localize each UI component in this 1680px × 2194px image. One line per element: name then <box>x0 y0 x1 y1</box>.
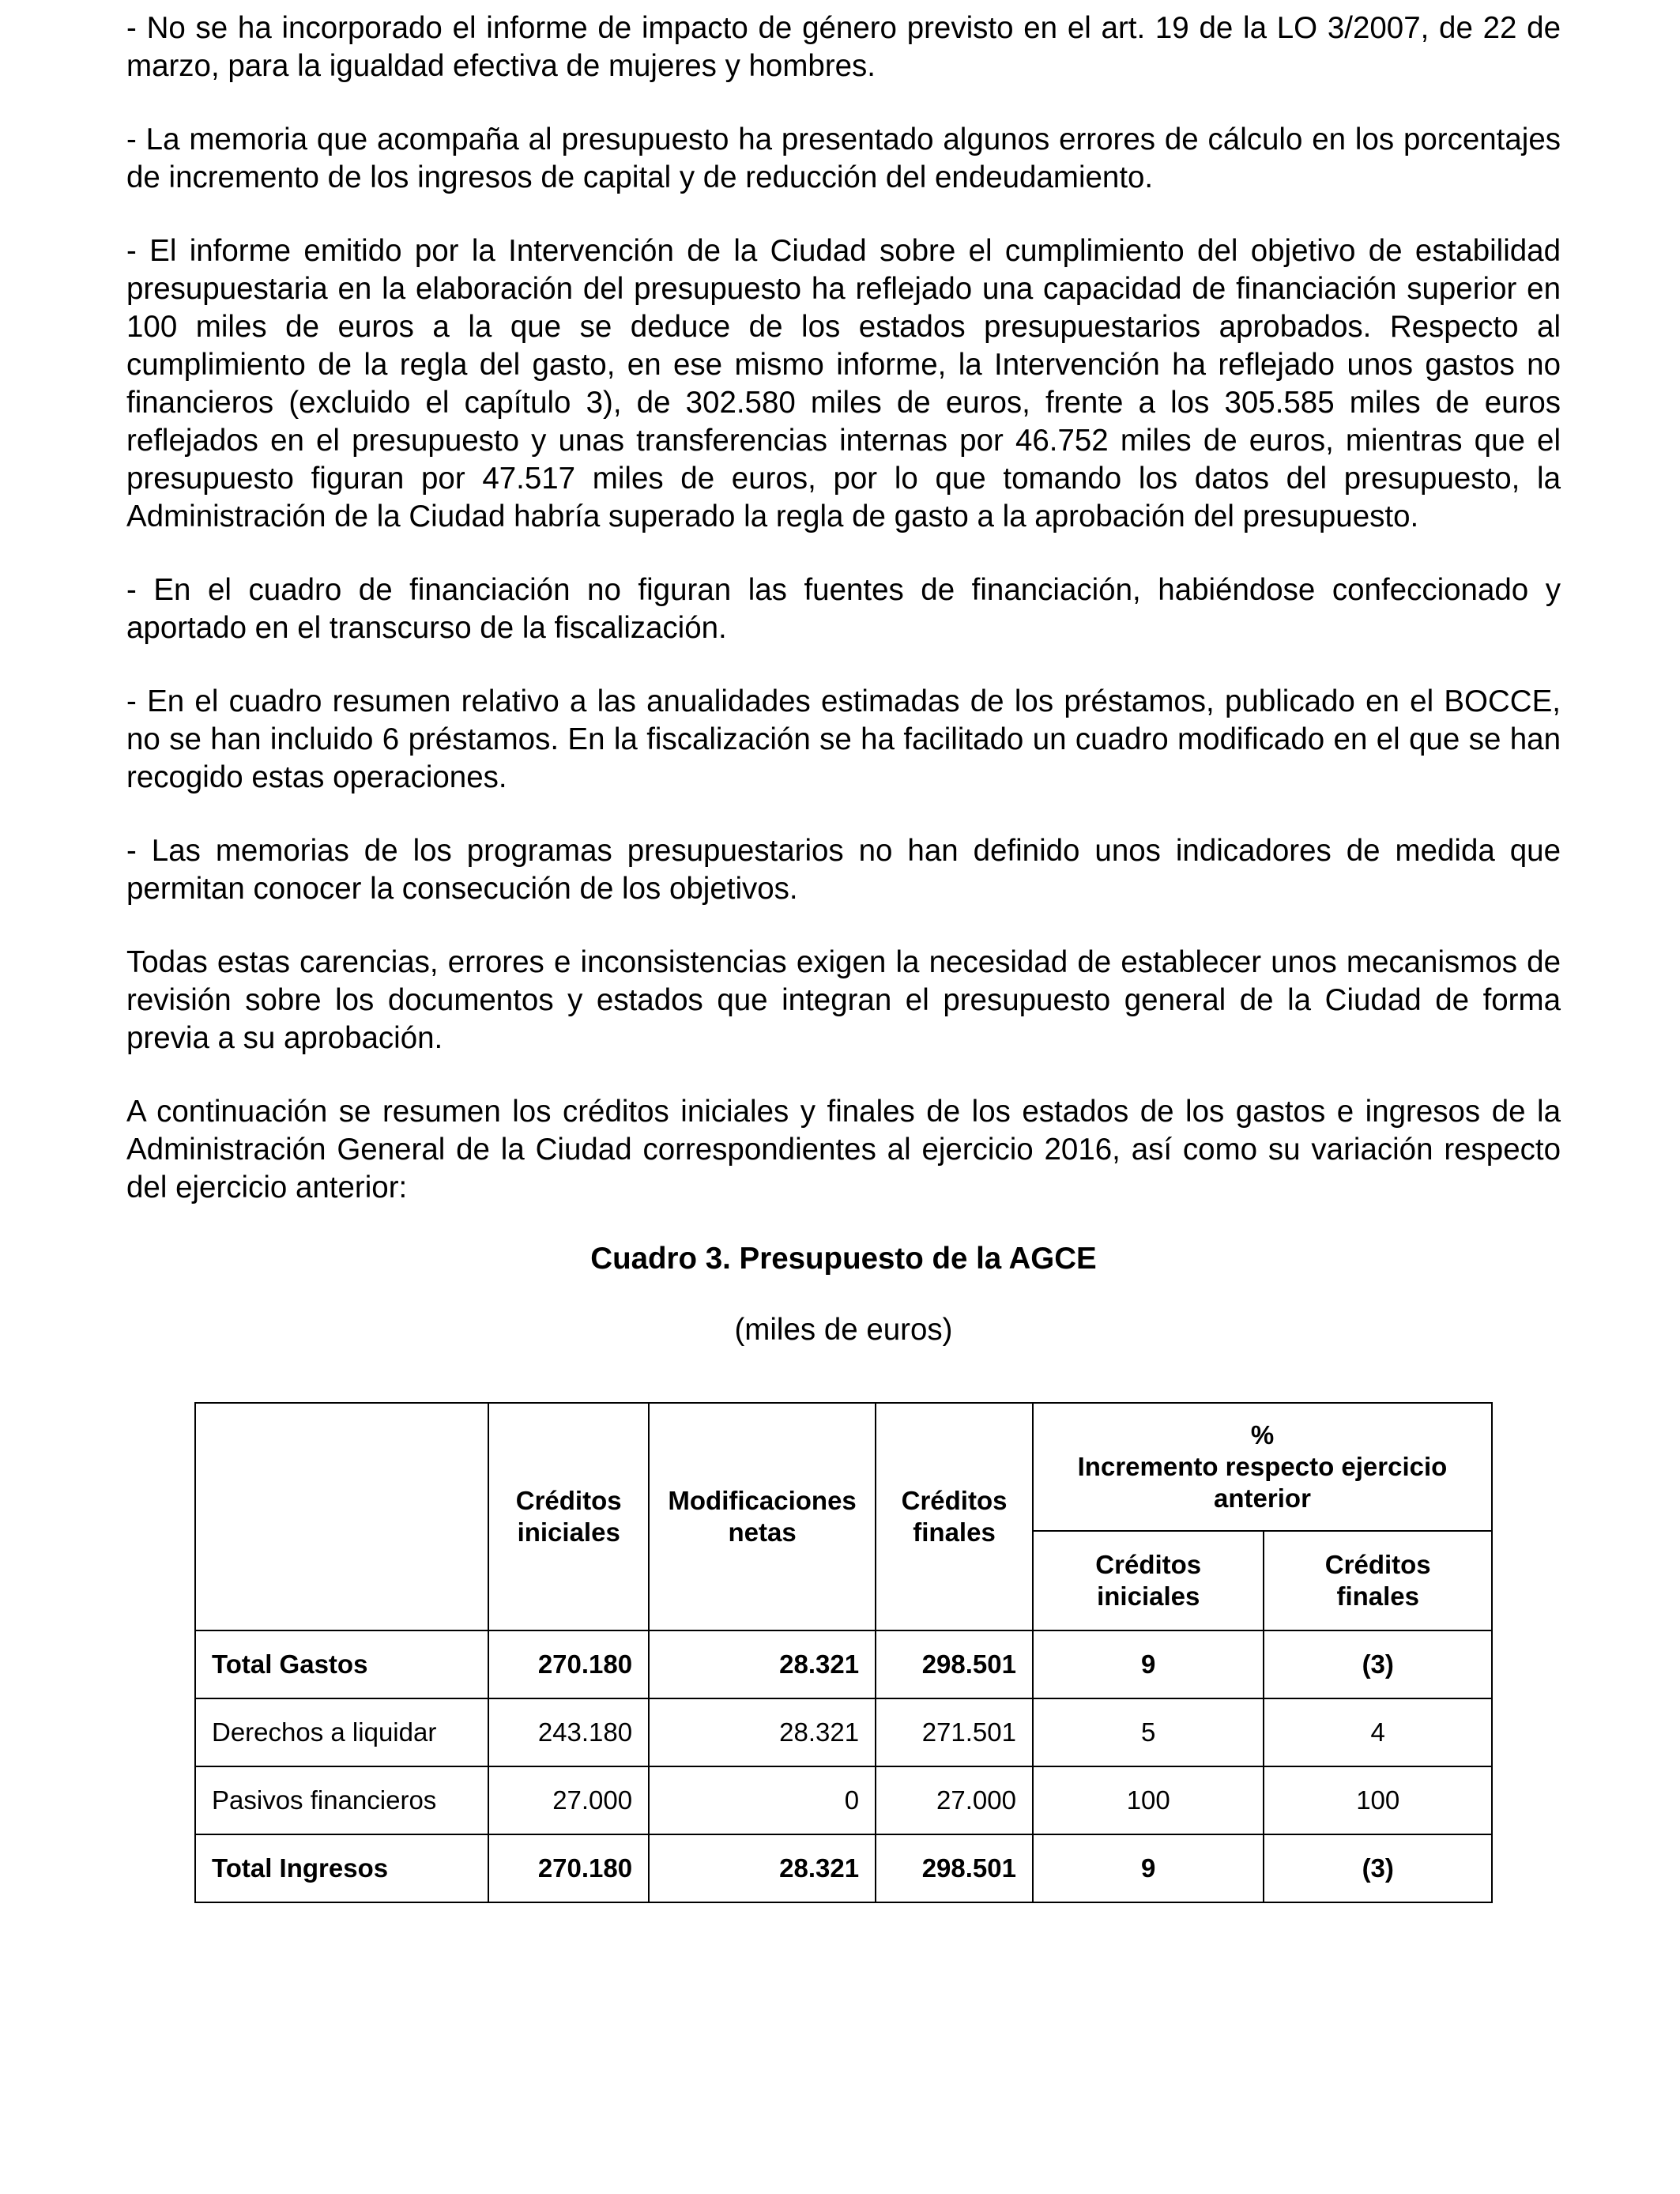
table-row-total-ingresos <box>195 1834 1492 1902</box>
header-creditos-finales: Créditos finales <box>876 1403 1033 1630</box>
header-pct-symbol: % <box>1250 1420 1275 1449</box>
paragraph-memoria-errors: - La memoria que acompaña al presupuesto ha presentado algunos errores de cálculo en los porcentajes de incremento de los ingresos de capital y de reducción del endeudamiento. <box>126 123 1561 194</box>
cell-modificaciones-netas: 0 <box>649 1766 876 1834</box>
cell-creditos-iniciales: 27.000 <box>488 1766 649 1834</box>
cell-modificaciones-netas: 28.321 <box>649 1834 876 1902</box>
header-modificaciones-netas: Modificaciones netas <box>649 1403 876 1630</box>
paragraph-intro-table: A continuación se resumen los créditos iniciales y finales de los estados de los gastos e ingresos de la Administración General de la Ciudad correspondientes al ejercicio 2016, así como su variación respecto del ejercicio anterior: <box>126 1095 1561 1204</box>
cell-pct-creditos-iniciales: 9 <box>1033 1630 1264 1698</box>
table-row-pasivos-financieros <box>195 1766 1492 1834</box>
paragraph-gender-report: - No se ha incorporado el informe de impacto de género previsto en el art. 19 de la LO 3/2007, de 22 de marzo, para la igualdad efectiva de mujeres y hombres. <box>126 11 1561 83</box>
paragraph-program-indicators: - Las memorias de los programas presupuestarios no han definido unos indicadores de medida que permitan conocer la consecución de los objetivos. <box>126 834 1561 906</box>
table-units: (miles de euros) <box>734 1313 953 1347</box>
paragraph-financing-table: - En el cuadro de financiación no figuran las fuentes de financiación, habiéndose confeccionado y aportado en el transcurso de la fiscalización. <box>126 573 1561 645</box>
table-row-derechos-liquidar <box>195 1698 1492 1766</box>
cell-pct-creditos-iniciales: 100 <box>1033 1766 1264 1834</box>
cell-pct-creditos-finales: (3) <box>1264 1834 1492 1902</box>
cell-pct-creditos-iniciales: 9 <box>1033 1834 1264 1902</box>
cell-pct-creditos-finales: 100 <box>1264 1766 1492 1834</box>
row-label: Total Ingresos <box>195 1834 488 1902</box>
table-header-row <box>195 1403 1492 1531</box>
row-label: Pasivos financieros <box>195 1766 488 1834</box>
cell-pct-creditos-iniciales: 5 <box>1033 1698 1264 1766</box>
row-label: Derechos a liquidar <box>195 1698 488 1766</box>
header-pct-group <box>1033 1403 1492 1531</box>
cell-creditos-iniciales: 270.180 <box>488 1834 649 1902</box>
cell-creditos-finales: 298.501 <box>876 1630 1033 1698</box>
cell-creditos-iniciales: 243.180 <box>488 1698 649 1766</box>
header-pct-label: Incremento respecto ejercicio anterior <box>1077 1452 1448 1513</box>
paragraph-stability-report: - El informe emitido por la Intervención de la Ciudad sobre el cumplimiento del objetivo de estabilidad presupuestaria en la elaboración del presupuesto ha reflejado una capacidad de financiación superior en 100 miles de euros a la que se deduce de los estados presupuestarios aprobados. Respecto al cumplimiento de la regla del gasto, en ese mismo informe, la Intervención ha reflejado unos gastos no financieros (excluido el capítulo 3), de 302.580 miles de euros, frente a los 305.585 miles de euros reflejados en el presupuesto y unas transferencias internas por 46.752 miles de euros, mientras que el presupuesto figuran por 47.517 miles de euros, por lo que tomando los datos del presupuesto, la Administración de la Ciudad habría superado la regla de gasto a la aprobación del presupuesto. <box>126 234 1561 533</box>
table-title: Cuadro 3. Presupuesto de la AGCE <box>590 1242 1097 1276</box>
cell-modificaciones-netas: 28.321 <box>649 1698 876 1766</box>
cell-creditos-iniciales: 270.180 <box>488 1630 649 1698</box>
header-empty-cell <box>195 1403 488 1630</box>
header-pct-creditos-finales: Créditos finales <box>1264 1531 1492 1630</box>
budget-table <box>194 1402 1493 1903</box>
cell-modificaciones-netas: 28.321 <box>649 1630 876 1698</box>
paragraph-conclusion: Todas estas carencias, errores e inconsistencias exigen la necesidad de establecer unos mecanismos de revisión sobre los documentos y estados que integran el presupuesto general de la Ciudad de forma previa a su aprobación. <box>126 945 1561 1055</box>
header-pct-creditos-iniciales: Créditos iniciales <box>1033 1531 1264 1630</box>
row-label: Total Gastos <box>195 1630 488 1698</box>
cell-creditos-finales: 298.501 <box>876 1834 1033 1902</box>
header-creditos-iniciales: Créditos iniciales <box>488 1403 649 1630</box>
table-row-total-gastos <box>195 1630 1492 1698</box>
cell-creditos-finales: 27.000 <box>876 1766 1033 1834</box>
cell-pct-creditos-finales: 4 <box>1264 1698 1492 1766</box>
cell-pct-creditos-finales: (3) <box>1264 1630 1492 1698</box>
document-page <box>126 9 1561 1349</box>
cell-creditos-finales: 271.501 <box>876 1698 1033 1766</box>
paragraph-loans-summary: - En el cuadro resumen relativo a las anualidades estimadas de los préstamos, publicado en el BOCCE, no se han incluido 6 préstamos. En la fiscalización se ha facilitado un cuadro modificado en el que se han recogido estas operaciones. <box>126 684 1561 794</box>
